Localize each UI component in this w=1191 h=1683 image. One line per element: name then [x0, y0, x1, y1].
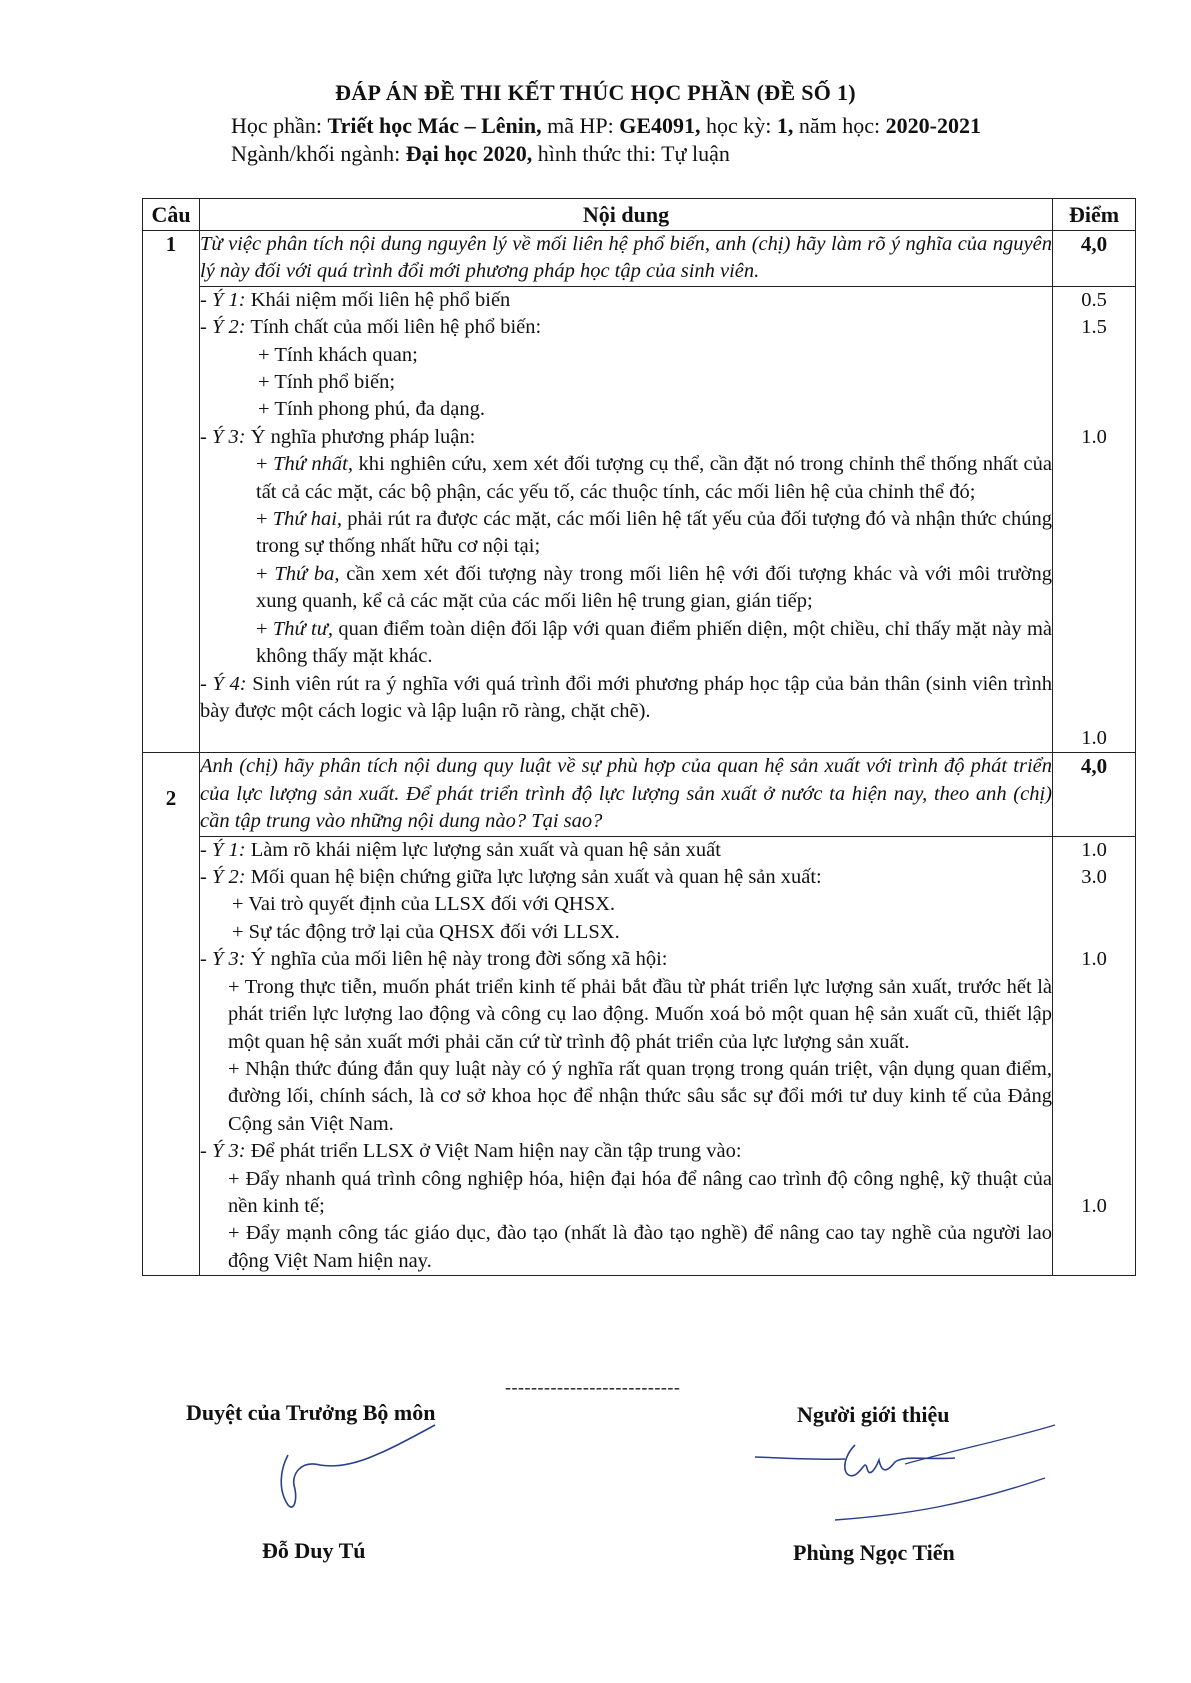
q2-point-3: - Ý 3: Ý nghĩa của mối liên hệ này trong đời sống xã hội: — [200, 948, 668, 971]
q1-point-3a: + Thứ nhất, khi nghiên cứu, xem xét đối tượng cụ thể, cần đặt nó trong chỉnh thể thống nhất của tất cả các mặt, các bộ phận, các yếu tố, các thuộc tính, các mối liên hệ của chỉnh thể đó; — [256, 453, 1052, 503]
left-signature-label: Duyệt của Trưởng Bộ môn — [186, 1400, 436, 1425]
q1-question-row — [143, 231, 1136, 287]
list-item: + Tính phong phú, đa dạng. — [258, 398, 485, 421]
exam-form: hình thức thi: Tự luận — [532, 141, 730, 166]
q1-point-1: - Ý 1: Khái niệm mối liên hệ phổ biến — [200, 288, 511, 311]
course-name: Triết học Mác – Lênin, — [327, 113, 542, 138]
q1-points-1: 0.5 — [1081, 288, 1107, 311]
q1-answer-content — [200, 286, 1053, 753]
q2-point-4a: + Đẩy nhanh quá trình công nghiệp hóa, hiện đại hóa để nâng cao trình độ công nghệ, kỹ thuật của nền kinh tế; — [228, 1167, 1052, 1217]
header-question: Câu — [143, 199, 200, 231]
q2-points-column — [1053, 836, 1136, 1276]
major-label: Ngành/khối ngành: — [231, 141, 406, 166]
q2-points-4: 1.0 — [1081, 1194, 1107, 1217]
list-item: + Sự tác động trở lại của QHSX đối với LLSX. — [232, 920, 620, 943]
q2-point-4: - Ý 3: Để phát triển LLSX ở Việt Nam hiện nay cần tập trung vào: — [200, 1140, 742, 1163]
q1-points-column — [1053, 286, 1136, 753]
page-title: ĐÁP ÁN ĐỀ THI KẾT THÚC HỌC PHẦN (ĐỀ SỐ 1) — [335, 80, 856, 105]
q2-question-row — [143, 753, 1136, 836]
answer-table — [142, 198, 1136, 1276]
q2-points-3: 1.0 — [1081, 948, 1107, 971]
code-label: mã HP: — [541, 113, 620, 138]
semester-label: học kỳ: — [700, 113, 777, 138]
major-info-line — [231, 141, 730, 167]
q2-answer-content — [200, 836, 1053, 1276]
list-item: + Tính khách quan; — [258, 343, 418, 366]
q1-points-4: 1.0 — [1081, 727, 1107, 750]
q2-answer-row — [143, 836, 1136, 1276]
left-signature-icon — [270, 1420, 440, 1525]
q1-point-2: - Ý 2: Tính chất của mối liên hệ phổ biến: — [200, 316, 542, 339]
q1-point-3: - Ý 3: Ý nghĩa phương pháp luận: — [200, 425, 476, 448]
q1-number: 1 — [143, 231, 200, 753]
header-content: Nội dung — [200, 199, 1053, 231]
q2-points-1: 1.0 — [1081, 838, 1107, 861]
year-label: năm học: — [793, 113, 886, 138]
q1-point-3b: + Thứ hai, phải rút ra được các mặt, các mối liên hệ tất yếu của đối tượng đó và nhận thức chúng trong sự thống nhất hữu cơ nội tại; — [256, 508, 1053, 558]
q1-question-text: Từ việc phân tích nội dung nguyên lý về mối liên hệ phổ biến, anh (chị) hãy làm rõ ý nghĩa của nguyên lý này đối với quá trình đổi mới phương pháp học tập của sinh viên. — [200, 231, 1053, 287]
q2-points-2: 3.0 — [1081, 866, 1107, 889]
q2-question-text: Anh (chị) hãy phân tích nội dung quy luật về sự phù hợp của quan hệ sản xuất với trình độ phát triển của lực lượng sản xuất. Để phát triển trình độ lực lượng sản xuất ở nước ta hiện nay, theo anh (chị) cần tập trung vào những nội dung nào? Tại sao? — [200, 753, 1053, 836]
q1-point-3d: + Thứ tư, quan điểm toàn diện đối lập với quan điểm phiến diện, một chiều, chỉ thấy mặt này mà không thấy mặt khác. — [256, 617, 1053, 668]
q2-point-3b: + Nhận thức đúng đắn quy luật này có ý nghĩa rất quan trọng trong quán triệt, vận dụng quan điểm, đường lối, chính sách, là cơ sở khoa học để nhận thức sâu sắc sự đổi mới tư duy kinh tế của Đảng Cộng sản Việt Nam. — [228, 1057, 1052, 1135]
course-label: Học phần: — [231, 113, 328, 138]
list-item: + Vai trò quyết định của LLSX đối với QHSX. — [232, 893, 616, 916]
end-divider: --------------------------- — [505, 1377, 681, 1397]
q2-point-4b: + Đẩy mạnh công tác giáo dục, đào tạo (nhất là đào tạo nghề) để nâng cao tay nghề của người lao động Việt Nam hiện nay. — [228, 1222, 1052, 1272]
q2-total-points: 4,0 — [1053, 753, 1136, 836]
year-value: 2020-2021 — [885, 113, 981, 138]
course-info-line — [231, 113, 981, 139]
left-signer-name: Đỗ Duy Tú — [262, 1538, 366, 1563]
q2-point-2: - Ý 2: Mối quan hệ biện chứng giữa lực lượng sản xuất và quan hệ sản xuất: — [200, 866, 822, 889]
header-points: Điểm — [1053, 199, 1136, 231]
q1-answer-row — [143, 286, 1136, 753]
major-value: Đại học 2020, — [405, 141, 533, 166]
q1-point-4: - Ý 4: Sinh viên rút ra ý nghĩa với quá trình đổi mới phương pháp học tập của bản thân (sinh viên trình bày được một cách logic và lập luận rõ ràng, chặt chẽ). — [200, 672, 1052, 722]
course-code: GE4091, — [619, 113, 701, 138]
q2-point-1: - Ý 1: Làm rõ khái niệm lực lượng sản xuất và quan hệ sản xuất — [200, 838, 721, 861]
semester-value: 1, — [776, 113, 794, 138]
q1-point-3c: + Thứ ba, cần xem xét đối tượng này trong mối liên hệ với đối tượng khác và với môi trường xung quanh, kể cả các mặt của các mối liên hệ trung gian, gián tiếp; — [256, 562, 1052, 613]
q1-total-points: 4,0 — [1053, 231, 1136, 287]
q2-point-3a: + Trong thực tiễn, muốn phát triển kinh tế phải bắt đầu từ phát triển lực lượng sản xuất, trước hết là phát triển lực lượng lao động và công cụ lao động. Muốn xoá bỏ một quan hệ sản xuất cũ, thiết lập một quan hệ sản xuất mới phải căn cứ từ trình độ phát triển của lực lượng sản xuất. — [228, 975, 1052, 1053]
q1-points-2: 1.5 — [1081, 316, 1107, 339]
q1-points-3: 1.0 — [1081, 425, 1107, 448]
right-signature-label: Người giới thiệu — [797, 1402, 950, 1427]
right-signature-icon — [755, 1420, 1065, 1530]
right-signer-name: Phùng Ngọc Tiến — [793, 1540, 955, 1565]
q2-number: 2 — [143, 753, 200, 1276]
table-header-row — [143, 199, 1136, 231]
list-item: + Tính phổ biến; — [258, 371, 396, 394]
